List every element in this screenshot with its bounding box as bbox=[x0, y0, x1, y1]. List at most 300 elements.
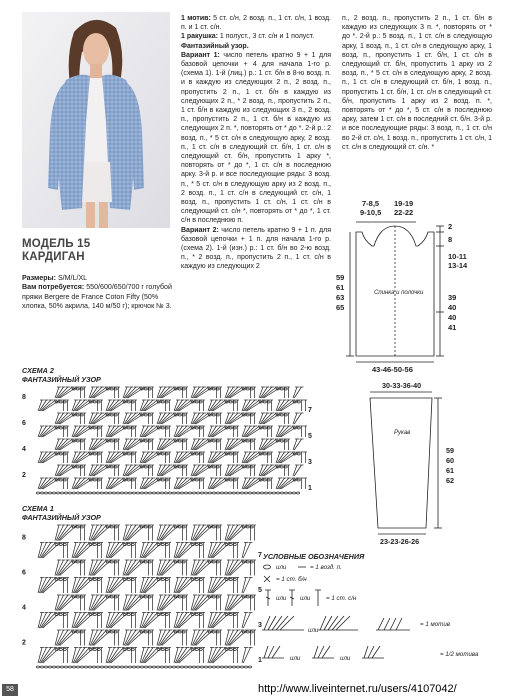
half-motif-alt2-icon bbox=[364, 646, 380, 658]
foundation-chain-mark bbox=[36, 666, 39, 668]
shell-text: 1 полуст., 3 ст. с/н и 1 полуст. bbox=[217, 33, 315, 41]
variant-1-label: Вариант 1: bbox=[181, 51, 220, 59]
model-title bbox=[22, 238, 90, 264]
stitch-mark bbox=[59, 439, 73, 450]
schema-1-chart bbox=[20, 523, 270, 673]
dim-top-right-a: 19-19 bbox=[394, 199, 414, 208]
legend-or-2: или bbox=[276, 595, 287, 602]
dim-top-right-b: 22-22 bbox=[394, 208, 414, 217]
stitch-mark bbox=[195, 560, 209, 576]
row-label-left: 4 bbox=[22, 445, 26, 453]
stitch-mark bbox=[127, 465, 141, 476]
foundation-chain-mark bbox=[172, 492, 175, 494]
foundation-chain-mark bbox=[200, 666, 203, 668]
motif-label: 1 мотив: bbox=[181, 15, 211, 22]
chain-mark bbox=[229, 479, 232, 481]
stitch-mark bbox=[127, 439, 141, 450]
chain-mark bbox=[229, 649, 232, 651]
sleeve-dim-bottom: 23-23-26-26 bbox=[380, 537, 420, 546]
foundation-chain-mark bbox=[268, 492, 271, 494]
foundation-chain-mark bbox=[84, 666, 87, 668]
materials-value: 550/600/650/700 г голубой пряжи Bergere de France Coton Fifty (50% хлопка, 50% акрила, 140 м/50 г); крючок № 3. bbox=[22, 283, 172, 310]
chain-mark bbox=[280, 414, 283, 416]
sizes-label: Размеры: bbox=[22, 274, 56, 282]
stitch-mark bbox=[76, 426, 90, 437]
chain-mark bbox=[195, 453, 198, 455]
dim-top-left-b: 9-10,5 bbox=[360, 208, 382, 217]
model-photo bbox=[22, 12, 170, 228]
half-motif-icon bbox=[264, 646, 280, 658]
stitch-mark bbox=[127, 595, 141, 611]
variant-2-label: Вариант 2: bbox=[181, 226, 219, 234]
variant-1 bbox=[181, 51, 331, 226]
sleeve-outline bbox=[370, 398, 432, 528]
chain-mark bbox=[195, 479, 198, 481]
foundation-chain-mark bbox=[292, 492, 295, 494]
stitch-mark bbox=[93, 630, 107, 646]
row-label-left: 4 bbox=[22, 604, 26, 612]
chain-mark bbox=[161, 614, 164, 616]
stitch-mark bbox=[178, 648, 192, 664]
pattern-label: Фантазийный узор. bbox=[181, 42, 249, 50]
half-motif-alt-icon bbox=[314, 646, 330, 658]
chain-mark bbox=[161, 453, 164, 455]
stitch-mark bbox=[42, 452, 56, 463]
chain-mark bbox=[178, 526, 181, 528]
dim-right-1: 2 bbox=[448, 222, 453, 231]
foundation-chain-mark bbox=[168, 492, 171, 494]
foundation-chain-mark bbox=[40, 666, 43, 668]
chain-mark bbox=[246, 440, 249, 442]
chain-mark bbox=[93, 614, 96, 616]
stitch-mark bbox=[212, 452, 226, 463]
chain-mark bbox=[76, 631, 79, 633]
pattern-heading bbox=[181, 42, 331, 51]
foundation-chain-mark bbox=[76, 666, 79, 668]
stitch-mark bbox=[178, 478, 192, 489]
stitch-mark bbox=[263, 439, 277, 450]
chain-mark bbox=[229, 453, 232, 455]
row-label-right: 5 bbox=[258, 587, 262, 594]
stitch-mark bbox=[127, 630, 141, 646]
foundation-chain-mark bbox=[240, 492, 243, 494]
foundation-chain-mark bbox=[52, 492, 55, 494]
row-label-left: 8 bbox=[22, 534, 26, 542]
stitch-mark bbox=[161, 387, 175, 398]
stitch-mark bbox=[59, 465, 73, 476]
chain-mark bbox=[93, 453, 96, 455]
legend-or-4: или bbox=[308, 627, 319, 634]
stitch-mark bbox=[263, 465, 277, 476]
row-label-left: 2 bbox=[22, 471, 26, 479]
foundation-chain-mark bbox=[56, 492, 59, 494]
chain-mark bbox=[212, 440, 215, 442]
chain-mark bbox=[59, 479, 62, 481]
stitch-mark bbox=[229, 630, 243, 646]
stitch-mark bbox=[110, 648, 124, 664]
stitch-mark bbox=[246, 400, 260, 411]
foundation-chain-mark bbox=[176, 492, 179, 494]
foundation-chain-mark bbox=[64, 492, 67, 494]
foundation-chain-mark bbox=[156, 492, 159, 494]
foundation-chain-mark bbox=[184, 666, 187, 668]
foundation-chain-mark bbox=[204, 666, 207, 668]
dim-right-4: 13-14 bbox=[448, 261, 468, 270]
chain-mark bbox=[263, 427, 266, 429]
stitch-mark bbox=[195, 525, 209, 541]
foundation-chain-mark bbox=[228, 666, 231, 668]
foundation-chain-mark bbox=[164, 666, 167, 668]
chain-mark bbox=[110, 388, 113, 390]
chain-mark bbox=[195, 649, 198, 651]
foundation-chain-mark bbox=[48, 666, 51, 668]
stitch-mark bbox=[195, 465, 209, 476]
stitch-mark bbox=[161, 439, 175, 450]
chain-mark bbox=[212, 561, 215, 563]
chain-mark bbox=[59, 427, 62, 429]
foundation-chain-mark bbox=[116, 492, 119, 494]
foundation-chain-mark bbox=[212, 492, 215, 494]
stitch-mark bbox=[212, 578, 226, 594]
chain-mark bbox=[161, 649, 164, 651]
foundation-chain-mark bbox=[164, 492, 167, 494]
chain-mark bbox=[144, 440, 147, 442]
foundation-chain-mark bbox=[244, 666, 247, 668]
chain-mark bbox=[59, 401, 62, 403]
row-label-left: 6 bbox=[22, 419, 26, 427]
foundation-chain-mark bbox=[92, 666, 95, 668]
stitch-mark bbox=[59, 595, 73, 611]
foundation-chain-mark bbox=[44, 492, 47, 494]
chain-mark bbox=[93, 401, 96, 403]
chain-mark bbox=[127, 453, 130, 455]
stitch-mark bbox=[161, 560, 175, 576]
stitch-mark bbox=[161, 630, 175, 646]
stitch-mark bbox=[178, 578, 192, 594]
chain-mark bbox=[178, 440, 181, 442]
foundation-chain-mark bbox=[200, 492, 203, 494]
stitch-mark bbox=[263, 413, 277, 424]
foundation-chain-mark bbox=[156, 666, 159, 668]
dim-top-left-a: 7-8,5 bbox=[362, 199, 380, 208]
stitch-mark bbox=[144, 478, 158, 489]
stitch-mark bbox=[110, 543, 124, 559]
foundation-chain-mark bbox=[248, 666, 251, 668]
foundation-chain-mark bbox=[108, 666, 111, 668]
chain-mark bbox=[195, 614, 198, 616]
chain-mark bbox=[127, 479, 130, 481]
foundation-chain-mark bbox=[216, 492, 219, 494]
materials-label: Вам потребуется: bbox=[22, 283, 85, 292]
stitch-mark bbox=[212, 613, 226, 629]
stitch-mark bbox=[110, 478, 124, 489]
foundation-chain-mark bbox=[172, 666, 175, 668]
double-crochet-variant-icon bbox=[289, 590, 295, 606]
chain-mark bbox=[59, 579, 62, 581]
foundation-chain-mark bbox=[208, 666, 211, 668]
sleeve-dim-right-1: 59 bbox=[446, 446, 454, 455]
stitch-mark bbox=[195, 595, 209, 611]
stitch-mark bbox=[195, 439, 209, 450]
shell-definition bbox=[181, 32, 331, 41]
foundation-chain-mark bbox=[60, 492, 63, 494]
sizes-value: S/M/L/XL bbox=[55, 274, 88, 282]
stitch-mark bbox=[229, 413, 243, 424]
stitch-mark bbox=[178, 613, 192, 629]
stitch-mark bbox=[212, 400, 226, 411]
foundation-chain-mark bbox=[188, 492, 191, 494]
stitch-mark bbox=[144, 648, 158, 664]
chain-mark bbox=[297, 401, 300, 403]
foundation-chain-mark bbox=[52, 666, 55, 668]
foundation-chain-mark bbox=[68, 492, 71, 494]
chain-mark bbox=[246, 631, 249, 633]
foundation-chain-mark bbox=[100, 492, 103, 494]
foundation-chain-mark bbox=[64, 666, 67, 668]
schema-2-subheading: ФАНТАЗИЙНЫЙ УЗОР bbox=[22, 375, 101, 384]
chain-mark bbox=[263, 453, 266, 455]
stitch-mark bbox=[59, 413, 73, 424]
stitch-mark bbox=[76, 400, 90, 411]
motif-icon bbox=[264, 616, 294, 630]
row-label-right: 3 bbox=[258, 622, 262, 629]
foundation-chain-mark bbox=[152, 492, 155, 494]
foundation-chain-mark bbox=[80, 492, 83, 494]
chain-mark bbox=[246, 561, 249, 563]
materials-intro bbox=[22, 274, 174, 311]
foundation-chain-mark bbox=[136, 492, 139, 494]
chain-mark bbox=[212, 414, 215, 416]
stitch-mark bbox=[93, 439, 107, 450]
stitch-mark bbox=[42, 578, 56, 594]
chain-mark bbox=[59, 453, 62, 455]
dim-left-1: 59 bbox=[336, 273, 345, 282]
foundation-chain-mark bbox=[180, 492, 183, 494]
foundation-chain-mark bbox=[84, 492, 87, 494]
stitch-mark bbox=[110, 578, 124, 594]
foundation-chain-mark bbox=[180, 666, 183, 668]
foundation-chain-mark bbox=[48, 492, 51, 494]
chain-mark bbox=[263, 401, 266, 403]
chain-mark bbox=[212, 631, 215, 633]
chain-mark bbox=[144, 631, 147, 633]
chain-mark bbox=[127, 579, 130, 581]
chain-mark bbox=[161, 479, 164, 481]
chain-mark bbox=[212, 596, 215, 598]
foundation-chain-mark bbox=[212, 666, 215, 668]
foundation-chain-mark bbox=[192, 666, 195, 668]
foundation-chain-mark bbox=[232, 666, 235, 668]
foundation-chain-mark bbox=[232, 492, 235, 494]
sleeve-label: Рукав bbox=[394, 430, 411, 436]
foundation-chain-mark bbox=[260, 492, 263, 494]
stitch-mark bbox=[110, 452, 124, 463]
foundation-chain-mark bbox=[128, 666, 131, 668]
chain-mark bbox=[110, 596, 113, 598]
legend-or-5: или bbox=[290, 655, 301, 662]
foundation-chain-mark bbox=[120, 492, 123, 494]
legend-dc-text: = 1 ст. с/н bbox=[326, 595, 357, 602]
chain-mark bbox=[195, 401, 198, 403]
legend-title: УСЛОВНЫЕ ОБОЗНАЧЕНИЯ bbox=[263, 552, 365, 561]
stitch-mark bbox=[229, 387, 243, 398]
stitch-mark bbox=[110, 426, 124, 437]
foundation-chain-mark bbox=[124, 492, 127, 494]
foundation-chain-mark bbox=[192, 492, 195, 494]
legend-or-6: или bbox=[340, 655, 351, 662]
instructions-column-3 bbox=[342, 14, 492, 152]
stitch-mark bbox=[263, 387, 277, 398]
stitch-mark bbox=[76, 478, 90, 489]
stitch-mark bbox=[229, 439, 243, 450]
chain-mark bbox=[144, 561, 147, 563]
chain-mark bbox=[195, 544, 198, 546]
stitch-mark bbox=[76, 648, 90, 664]
chain-mark bbox=[229, 427, 232, 429]
stitch-mark bbox=[42, 613, 56, 629]
foundation-chain-mark bbox=[288, 492, 291, 494]
chain-mark bbox=[127, 649, 130, 651]
chain-mark bbox=[280, 440, 283, 442]
stitch-mark bbox=[127, 413, 141, 424]
chain-mark bbox=[144, 596, 147, 598]
chain-mark bbox=[178, 414, 181, 416]
foundation-chain-mark bbox=[76, 492, 79, 494]
foundation-chain-mark bbox=[140, 666, 143, 668]
foundation-chain-mark bbox=[168, 666, 171, 668]
foundation-chain-mark bbox=[132, 666, 135, 668]
motif-definition bbox=[181, 14, 331, 32]
foundation-chain-mark bbox=[296, 492, 299, 494]
stitch-mark bbox=[144, 426, 158, 437]
chain-mark bbox=[76, 414, 79, 416]
chain-mark bbox=[246, 526, 249, 528]
stitch-mark bbox=[144, 543, 158, 559]
foundation-chain-mark bbox=[244, 492, 247, 494]
chain-mark bbox=[76, 596, 79, 598]
chain-mark bbox=[229, 614, 232, 616]
stitch-mark bbox=[229, 560, 243, 576]
chain-mark bbox=[93, 427, 96, 429]
sleeve-schematic bbox=[362, 378, 472, 548]
row-label-right: 5 bbox=[308, 432, 312, 440]
foundation-chain-mark bbox=[128, 492, 131, 494]
foundation-chain-mark bbox=[148, 666, 151, 668]
stitch-mark bbox=[42, 426, 56, 437]
stitch-mark bbox=[93, 413, 107, 424]
stitch-mark bbox=[246, 452, 260, 463]
foundation-chain-mark bbox=[44, 666, 47, 668]
chain-mark bbox=[246, 596, 249, 598]
foundation-chain-mark bbox=[196, 492, 199, 494]
legend-chain-text: = 1 возд. п. bbox=[310, 564, 342, 571]
cardigan-model-image bbox=[22, 12, 170, 228]
schema-2-heading: СХЕМА 2 bbox=[22, 366, 54, 375]
foundation-chain-mark bbox=[236, 492, 239, 494]
variant-2-continued: п., 2 возд. п., пропустить 2 п., 1 ст. б/н в каждую из следующих 3 п. *, повторять от * до *. 2-й р.: 5 возд. п., 1 ст. с/н в следующую арку, 1 возд. п., 1 ст. с/н в следующую арку, 1 возд. п., пропустить 1 ст. б/н, 1 ст. с/н в следующий ст. б/н, пропустить 1 арку из 2 возд. п., * 5 ст. с/н в следующую арку, 2 возд. п., 1 ст. с/н в следующий ст. б/н, 1 возд. п., пропустить 1 ст. б/н, 1 ст. с/н в следующий ст. б/н, пропустить 1 арку из 2 возд. п. *, повторять от * до *, 5 ст. с/н в последнюю арку, затем 1 ст. с/н в последний ст. б/н. 3-й р. и все последующие ряды: 3 возд. п., 1 ст. с/н во 2-й ст. с/н, 1 возд. п., пропустить 1 ст. с/н, 1 ст. с/н в следующий ст. с/н. * bbox=[342, 15, 492, 151]
stitch-mark bbox=[212, 543, 226, 559]
chain-mark bbox=[144, 526, 147, 528]
foundation-chain-mark bbox=[284, 492, 287, 494]
foundation-chain-mark bbox=[228, 492, 231, 494]
chain-mark bbox=[110, 631, 113, 633]
stitch-mark bbox=[127, 525, 141, 541]
foundation-chain-mark bbox=[220, 666, 223, 668]
foundation-chain-mark bbox=[188, 666, 191, 668]
chain-mark bbox=[246, 388, 249, 390]
stitch-mark bbox=[246, 478, 260, 489]
stitch-mark bbox=[195, 630, 209, 646]
stitch-mark bbox=[280, 400, 294, 411]
chain-mark bbox=[195, 427, 198, 429]
chain-mark bbox=[280, 466, 283, 468]
foundation-chain-mark bbox=[68, 666, 71, 668]
stitch-mark bbox=[59, 525, 73, 541]
double-crochet-variant2-icon bbox=[315, 590, 321, 606]
stitch-mark bbox=[212, 426, 226, 437]
foundation-chain-mark bbox=[80, 666, 83, 668]
chain-mark bbox=[110, 466, 113, 468]
foundation-chain-mark bbox=[72, 492, 75, 494]
foundation-chain-mark bbox=[236, 666, 239, 668]
foundation-chain-mark bbox=[176, 666, 179, 668]
chain-mark bbox=[76, 440, 79, 442]
foundation-chain-mark bbox=[60, 666, 63, 668]
stitch-mark bbox=[110, 400, 124, 411]
foundation-chain-mark bbox=[96, 492, 99, 494]
chain-mark bbox=[178, 596, 181, 598]
dim-right-3: 10-11 bbox=[448, 252, 467, 261]
stitch-mark bbox=[127, 387, 141, 398]
foundation-chain-mark bbox=[104, 492, 107, 494]
foundation-chain-mark bbox=[256, 492, 259, 494]
stitch-mark bbox=[229, 465, 243, 476]
sleeve-dim-right-2: 60 bbox=[446, 456, 454, 465]
dim-left-4: 65 bbox=[336, 303, 345, 312]
foundation-chain-mark bbox=[108, 492, 111, 494]
stitch-mark bbox=[161, 595, 175, 611]
chain-mark bbox=[144, 466, 147, 468]
chain-mark bbox=[93, 544, 96, 546]
chain-mark bbox=[110, 561, 113, 563]
chain-mark bbox=[59, 614, 62, 616]
sleeve-dim-right-4: 62 bbox=[446, 476, 454, 485]
variant-1-text: число петель кратно 9 + 1 для базовой цепочки + 4 для начала 1-го р. (схема 1). 1-й (лиц.) р.: 1 ст. б/н в 8-ю возд. п. и в каждую из следующих 2 п., 2 возд. п., пропустить 2 п., 1 ст. б/н в каждую из следующих 2 п., * 2 возд. п., пропустить 2 п., 1 ст. б/н в каждую из следующих 3 п., 2 возд. п., пропустить 2 п., 1 ст. б/н в каждую из следующих 2 п. *, повторять от * до *. 2-й р.: 2 возд. п., * 5 ст. с/н в следующую арку, 2 возд. п., 1 ст. с/н в следующий ст. б/н, 1 ст. с/н в следующий ст. б/н, пропустить 1 арку *, повторять от * до *, 1 ст. с/н в последнюю арку. 3-й р. и все последующие ряды: 3 возд. п., * 5 ст. с/н в следующую арку из 2 возд. п., 2 возд. п., 1 ст. с/н в следующий ст. с/н, 1 возд. п., пропустить 1 ст. с/н, 1 ст. с/н в следующий ст. с/н *, повторять от * до *, 1 ст. с/н в последнюю п. bbox=[181, 51, 331, 225]
foundation-chain-mark bbox=[196, 666, 199, 668]
row-label-right: 7 bbox=[258, 552, 262, 559]
stitch-mark bbox=[93, 387, 107, 398]
stitch-mark bbox=[42, 543, 56, 559]
foundation-chain-mark bbox=[144, 666, 147, 668]
stitch-mark bbox=[161, 413, 175, 424]
legend-motif-text: = 1 мотив bbox=[420, 621, 451, 628]
row-label-right: 1 bbox=[258, 657, 262, 664]
foundation-chain-mark bbox=[40, 492, 43, 494]
foundation-chain-mark bbox=[224, 666, 227, 668]
sizes-line bbox=[22, 274, 174, 283]
stitch-mark bbox=[161, 525, 175, 541]
chain-mark bbox=[127, 544, 130, 546]
foundation-chain-mark bbox=[160, 666, 163, 668]
page-number: 58 bbox=[2, 684, 18, 696]
foundation-chain-mark bbox=[104, 666, 107, 668]
chain-mark bbox=[127, 614, 130, 616]
stitch-mark bbox=[59, 387, 73, 398]
legend-symbols bbox=[260, 560, 500, 672]
shell-label: 1 ракушка: bbox=[181, 33, 218, 41]
motif-alt-icon bbox=[320, 616, 350, 630]
body-label: Спинка и полочки bbox=[374, 290, 424, 296]
